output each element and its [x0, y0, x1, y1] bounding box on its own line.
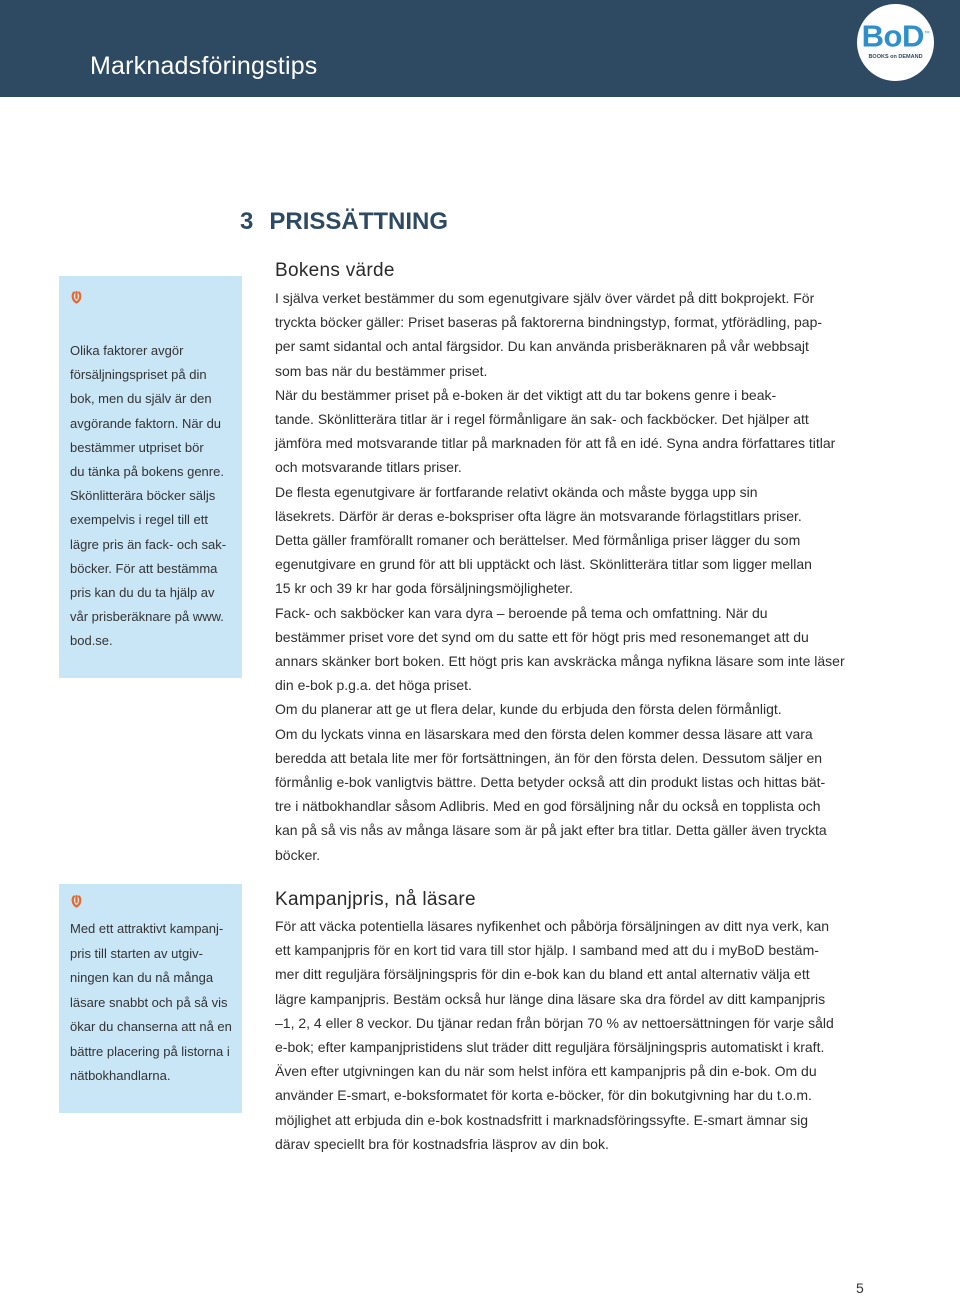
tip-icon [70, 895, 83, 908]
tip-box [59, 276, 242, 678]
article-body: I själva verket bestämmer du som egenutgivare själv över värdet på ditt bokprojekt. För tryckta böcker gäller: Priset baseras på faktorerna bindningstyp, format, ytförädling, pap- per samt sidantal och antal färgsidor. Du kan använda prisberäknaren på vår webbsajt som bas när du bestämmer priset. När du bestämmer priset på e-boken är det viktigt att du tar bokens genre i beak- tande. Skönlitterära titlar är i regel förmånligare än sak- och fackböcker. Det hjälper att jämföra med motsvarande titlar på marknaden för att få en idé. Syna andra författares titlar och motsvarande titlars priser. De flesta egenutgivare är fortfarande relativt okända och måste bygga upp sin läsekrets. Därför är deras e-bokspriser ofta lägre än motsvarande förlagstitlars priser. Detta gäller framförallt romaner och berättelser. Med förmånliga priser lägger du som egenutgivare en grund för att bli upptäckt och läst. Skönlitterära titlar som ligger mellan 15 kr och 39 kr har goda försäljningsmöjligheter. Fack- och sakböcker kan vara dyra – beroende på tema och omfattning. När du bestämmer priset vore det synd om du satte ett för högt pris med resonemanget att du annars skänker bort boken. Ett högt pris kan avskräcka många nyfikna läsare som inte läser din e-bok p.g.a. det höga priset. Om du planerar att ge ut flera delar, kunde du erbjuda den första delen förmånligt. Om du lyckats vinna en läsarskara med den första delen kommer dessa läsare att vara beredda att betala lite mer för fortsättningen, än för den första delen. Dessutom säljer en förmånlig e-bok vanligtvis bättre. Detta betyder också att din produkt listas och hittas bät- tre i nätbokhandlar såsom Adlibris. Med en god försäljning når du också en topplista och kan på så vis nås av många läsare som är på jakt efter bra titlar. Detta gäller även tryckta böcker. [275, 290, 845, 863]
section-number: 3 [240, 208, 254, 235]
logo-tagline: BOOKS on DEMAND [868, 54, 923, 60]
tip-icon [70, 291, 83, 304]
section-heading [240, 208, 448, 236]
article-body: För att väcka potentiella läsares nyfikenhet och påbörja försäljningen av ditt nya verk, kan ett kampanjpris för en kort tid vara till stor hjälp. I samband med att du i myBoD bestäm- mer ditt reguljära försäljningspris för din e-bok kan du bland ett antal alternativ välja ett lägre kampanjpris. Bestäm också hur länge dina läsare ska dra fördel av ditt kampanjpris –1, 2, 4 eller 8 veckor. Du tjänar redan från början 70 % av nettoersättningen för varje såld e-bok; efter kampanjpristidens slut träder ditt reguljära försäljningspris automatiskt i kraft. Även efter utgivningen kan du när som helst införa ett kampanjpris på din e-bok. Om du använder E-smart, e-boksformatet för korta e-böcker, för din bokutgivning har du t.o.m. möjlighet att erbjuda din e-bok kostnadsfritt i marknadsföringssyfte. E-smart ämnar sig därav speciellt bra för kostnadsfria läsprov av din bok. [275, 918, 834, 1152]
header-title: Marknadsföringstips [90, 52, 318, 80]
logo-wordmark: BoD™ [861, 18, 930, 54]
page-number: 5 [856, 1280, 864, 1296]
page-header [0, 0, 960, 97]
tip-text: Med ett attraktivt kampanj- pris till starten av utgiv- ningen kan du nå många läsare snabbt och på så vis ökar du chanserna att nå en bättre placering på listorna i nätbokhandlarna. [70, 921, 232, 1083]
tip-box [59, 884, 242, 1113]
bod-logo [857, 4, 934, 81]
section-title: PRISSÄTTNING [269, 208, 449, 235]
tip-text: Olika faktorer avgör försäljningspriset på din bok, men du själv är den avgörande faktorn. När du bestämmer utpriset bör du tänka på bokens genre. Skönlitterära böcker säljs exempelvis i regel till ett lägre pris än fack- och sak- böcker. För att bestämma pris kan du du ta hjälp av vår prisberäknare på www. bod.se. [70, 343, 227, 649]
article-heading: Bokens värde [275, 260, 395, 281]
article-heading: Kampanjpris, nå läsare [275, 889, 476, 910]
